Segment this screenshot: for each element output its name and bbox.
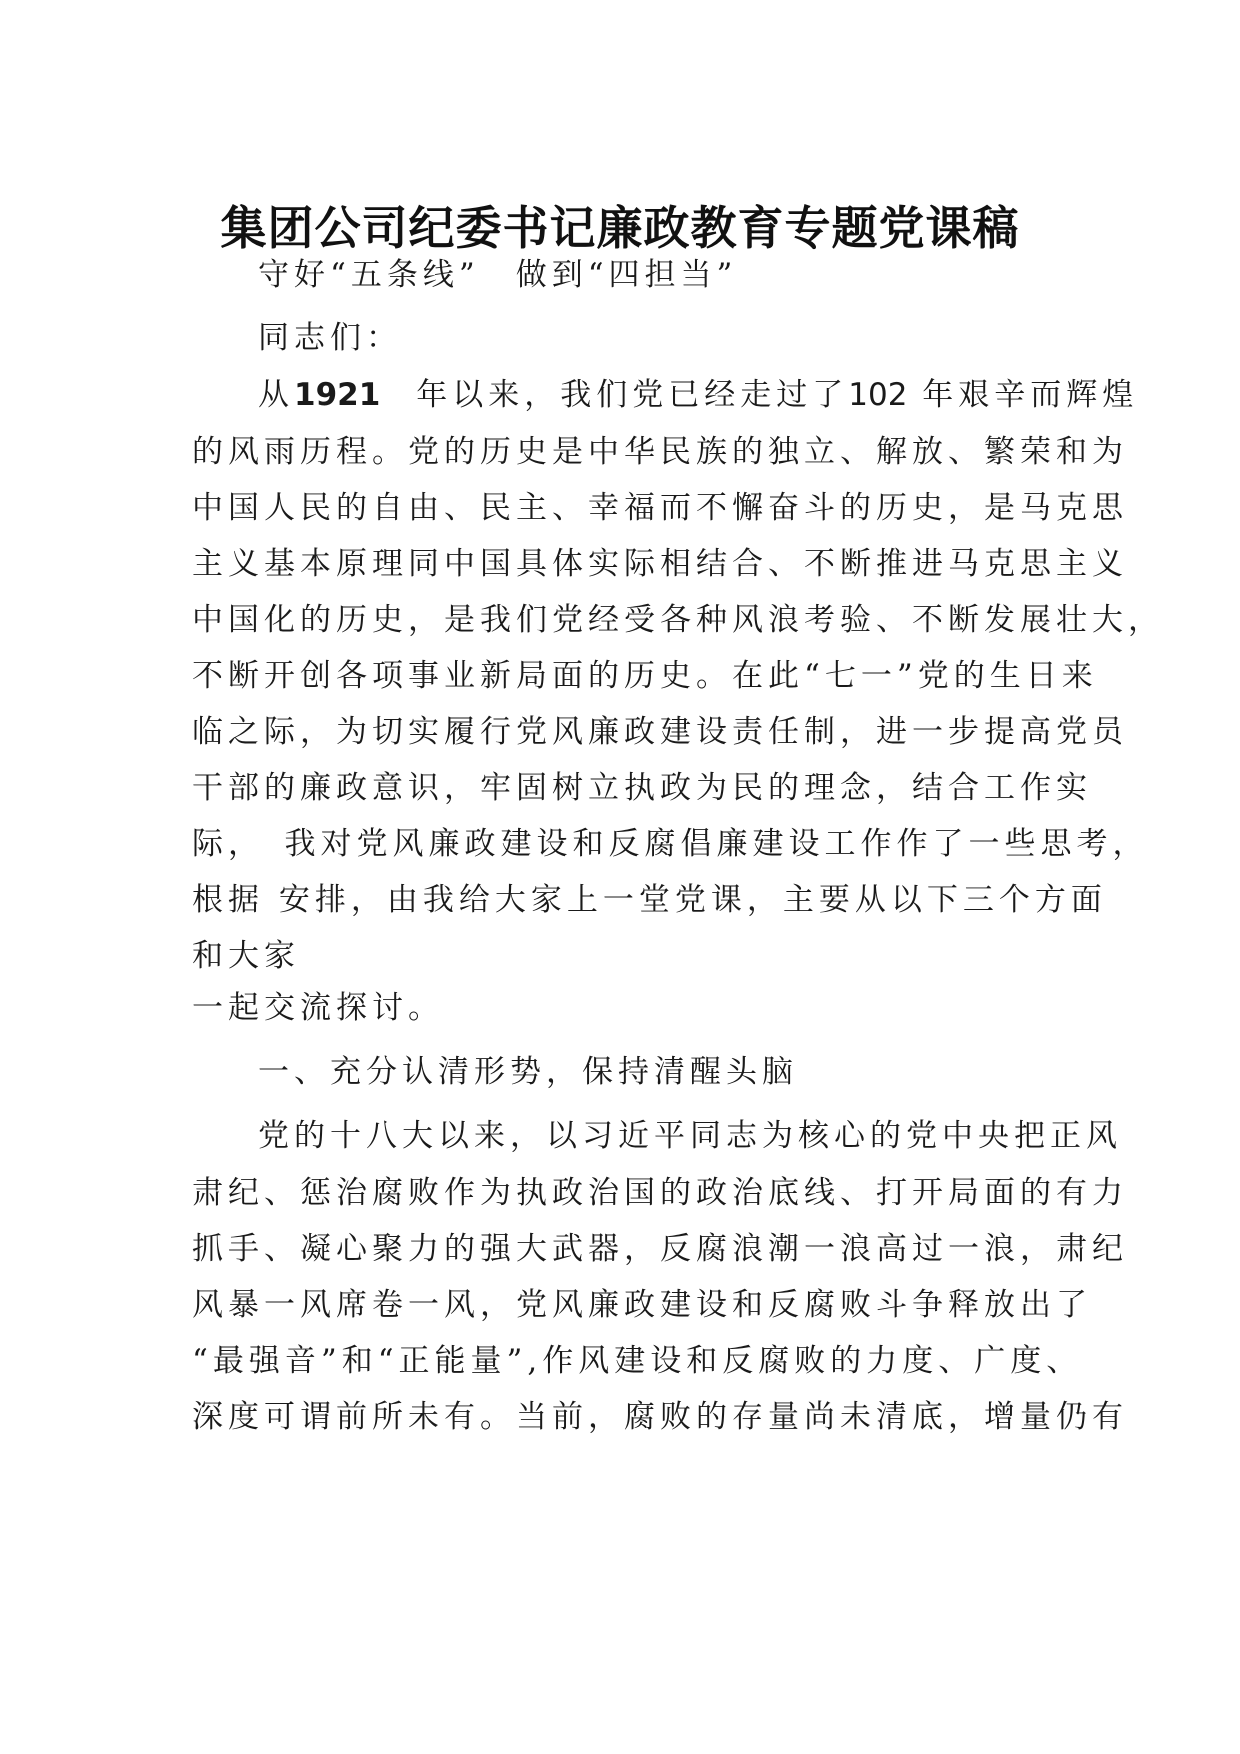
paragraph-line: “最强音”和“正能量”,作风建设和反腐败的力度、广度、 [192, 1343, 1083, 1379]
paragraph-line: 风暴一风席卷一风，党风廉政建设和反腐败斗争释放出了 [192, 1287, 1092, 1323]
paragraph-line: 深度可谓前所未有。当前，腐败的存量尚未清底，增量仍有 [192, 1399, 1128, 1435]
paragraph-1-first-line [258, 375, 1138, 415]
paragraph-line: 干部的廉政意识，牢固树立执政为民的理念，结合工作实 [192, 770, 1092, 806]
year-count: 102 [848, 377, 908, 413]
greeting: 同志们： [258, 320, 402, 356]
paragraph-line: 的风雨历程。党的历史是中华民族的独立、解放、繁荣和为 [192, 434, 1128, 470]
paragraph-line: 肃纪、惩治腐败作为执政治国的政治底线、打开局面的有力 [192, 1175, 1128, 1211]
paragraph-line: 抓手、凝心聚力的强大武器，反腐浪潮一浪高过一浪，肃纪 [192, 1231, 1128, 1267]
year-1921: 1921 [294, 377, 381, 413]
paragraph-line: 中国人民的自由、民主、幸福而不懈奋斗的历史，是马克思 [192, 490, 1128, 526]
text-span: 年以来，我们党已经走过了 [380, 377, 849, 413]
paragraph-line: 党的十八大以来，以习近平同志为核心的党中央把正风 [258, 1118, 1122, 1154]
paragraph-line: 不断开创各项事业新局面的历史。在此“七一”党的生日来 [192, 658, 1098, 694]
paragraph-line: 际， 我对党风廉政建设和反腐倡廉建设工作作了一些思考， [192, 826, 1149, 862]
section-heading-1: 一、充分认清形势，保持清醒头脑 [258, 1054, 798, 1090]
text-span: 从 [258, 377, 294, 413]
subtitle: 守好“五条线” 做到“四担当” [258, 257, 738, 293]
paragraph-line: 中国化的历史，是我们党经受各种风浪考验、不断发展壮大， [192, 602, 1164, 638]
paragraph-line: 临之际，为切实履行党风廉政建设责任制，进一步提高党员 [192, 714, 1128, 750]
paragraph-line: 根据 安排，由我给大家上一堂党课，主要从以下三个方面 [192, 882, 1107, 918]
paragraph-line: 和大家 [192, 938, 300, 974]
paragraph-line: 一起交流探讨。 [192, 990, 444, 1026]
document-title: 集团公司纪委书记廉政教育专题党课稿 [220, 201, 1020, 255]
paragraph-line: 主义基本原理同中国具体实际相结合、不断推进马克思主义 [192, 546, 1128, 582]
text-span: 年艰辛而辉煌 [907, 377, 1139, 413]
